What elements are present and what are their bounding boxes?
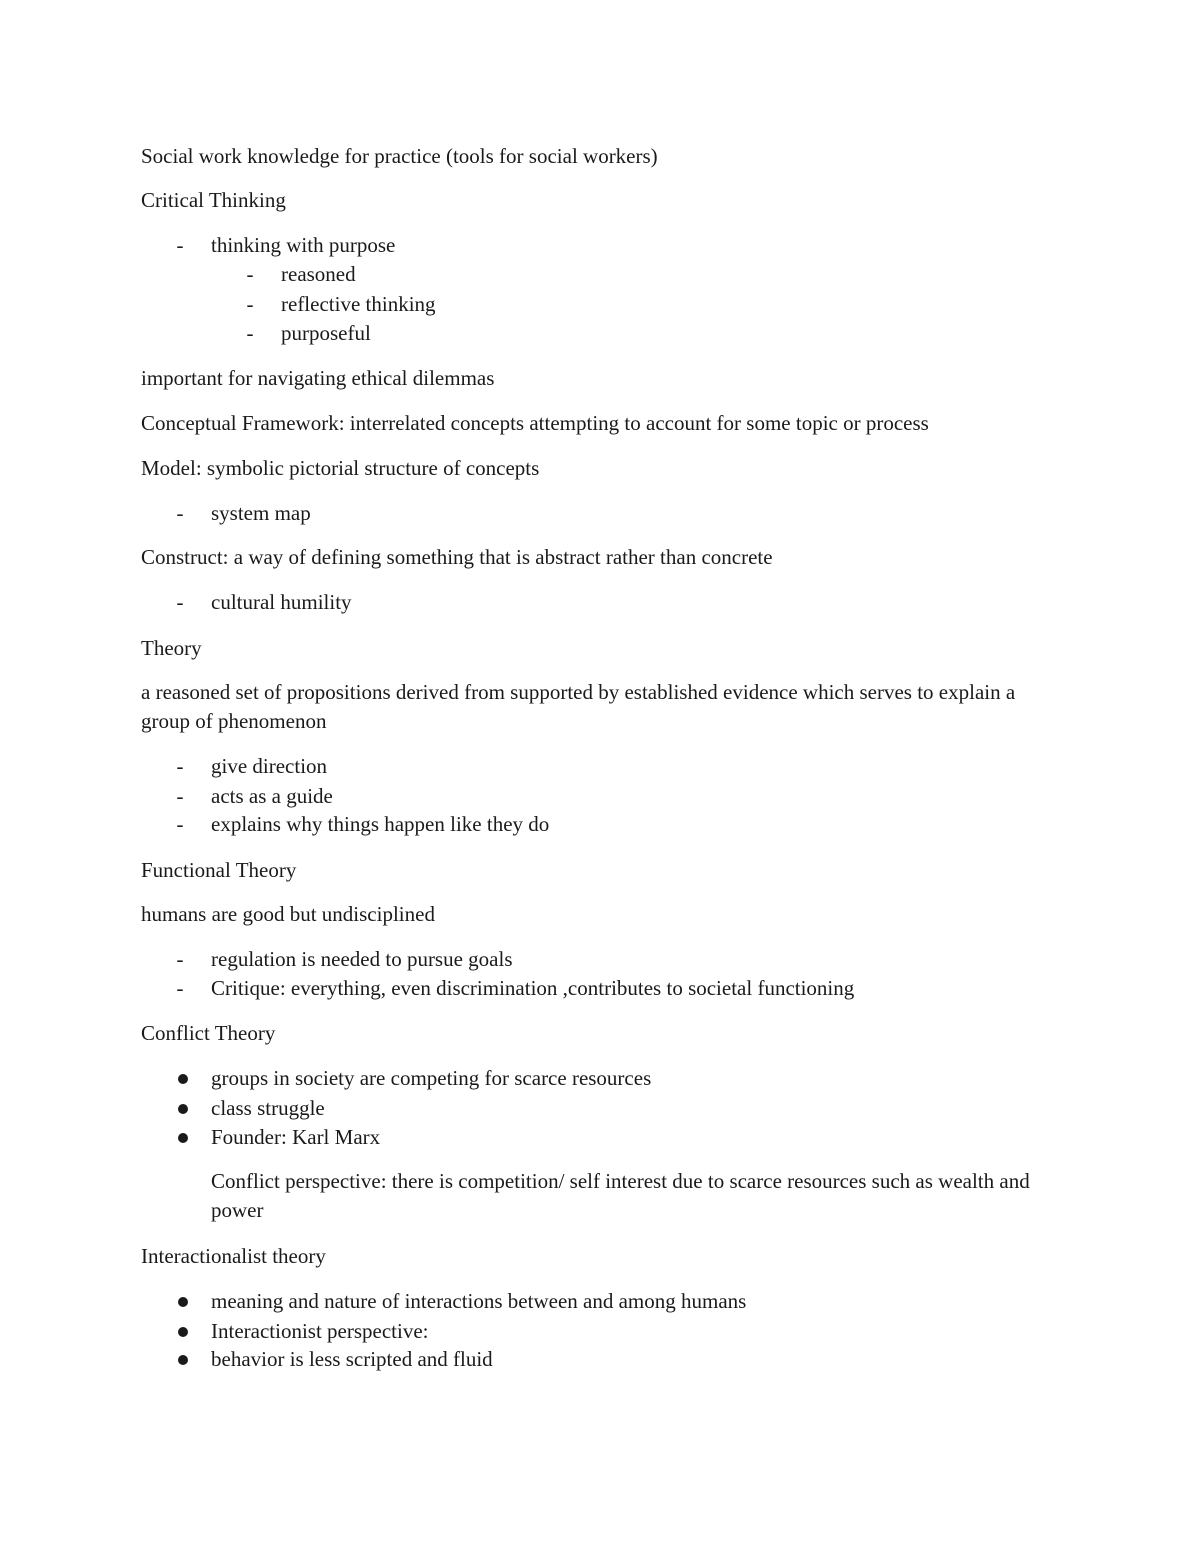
- dash-marker: -: [246, 292, 254, 316]
- heading-critical-thinking: Critical Thinking: [141, 188, 286, 212]
- list-item: cultural humility: [211, 590, 352, 614]
- list-item: class struggle: [211, 1096, 325, 1120]
- paragraph: humans are good but undisciplined: [141, 902, 435, 926]
- dash-marker: -: [176, 590, 184, 614]
- list-item: thinking with purpose: [211, 233, 396, 257]
- bullet-dot: [178, 1133, 188, 1143]
- bullet-dot: [178, 1297, 188, 1307]
- paragraph-construct: Construct: a way of defining something that is abstract rather than concrete: [141, 545, 773, 569]
- heading-conflict-theory: Conflict Theory: [141, 1021, 276, 1045]
- dash-marker: -: [246, 262, 254, 286]
- dash-marker: -: [176, 754, 184, 778]
- paragraph-model: Model: symbolic pictorial structure of concepts: [141, 456, 540, 480]
- dash-marker: -: [176, 233, 184, 257]
- dash-marker: -: [176, 947, 184, 971]
- dash-marker: -: [176, 812, 184, 836]
- bullet-dot: [178, 1104, 188, 1114]
- heading-functional-theory: Functional Theory: [141, 858, 297, 882]
- sub-list-item: purposeful: [281, 321, 371, 345]
- list-item: system map: [211, 501, 311, 525]
- list-item: meaning and nature of interactions between and among humans: [211, 1289, 747, 1313]
- document-title: Social work knowledge for practice (tools for social workers): [141, 144, 658, 168]
- list-item: groups in society are competing for scarce resources: [211, 1066, 652, 1090]
- heading-interactionalist-theory: Interactionalist theory: [141, 1244, 326, 1268]
- paragraph-conceptual-framework: Conceptual Framework: interrelated concepts attempting to account for some topic or process: [141, 411, 929, 435]
- dash-marker: -: [176, 784, 184, 808]
- sub-list-item: reflective thinking: [281, 292, 436, 316]
- dash-marker: -: [246, 321, 254, 345]
- dash-marker: -: [176, 501, 184, 525]
- list-item: Critique: everything, even discrimination ,contributes to societal functioning: [211, 976, 855, 1000]
- heading-theory: Theory: [141, 636, 202, 660]
- list-item: Founder: Karl Marx: [211, 1125, 381, 1149]
- bullet-dot: [178, 1327, 188, 1337]
- list-item: give direction: [211, 754, 328, 778]
- list-item: regulation is needed to pursue goals: [211, 947, 513, 971]
- sub-list-item: reasoned: [281, 262, 356, 286]
- list-item: Interactionist perspective:: [211, 1319, 429, 1343]
- dash-marker: -: [176, 976, 184, 1000]
- list-item: behavior is less scripted and fluid: [211, 1347, 493, 1371]
- list-item: acts as a guide: [211, 784, 333, 808]
- paragraph-conflict-perspective: Conflict perspective: there is competition/ self interest due to scarce resources such as wealth and power: [211, 1169, 1030, 1222]
- bullet-dot: [178, 1355, 188, 1365]
- paragraph-theory-definition: a reasoned set of propositions derived from supported by established evidence which serves to explain a group of phenomenon: [141, 680, 1016, 733]
- list-item: explains why things happen like they do: [211, 812, 550, 836]
- paragraph: important for navigating ethical dilemmas: [141, 366, 495, 390]
- bullet-dot: [178, 1074, 188, 1084]
